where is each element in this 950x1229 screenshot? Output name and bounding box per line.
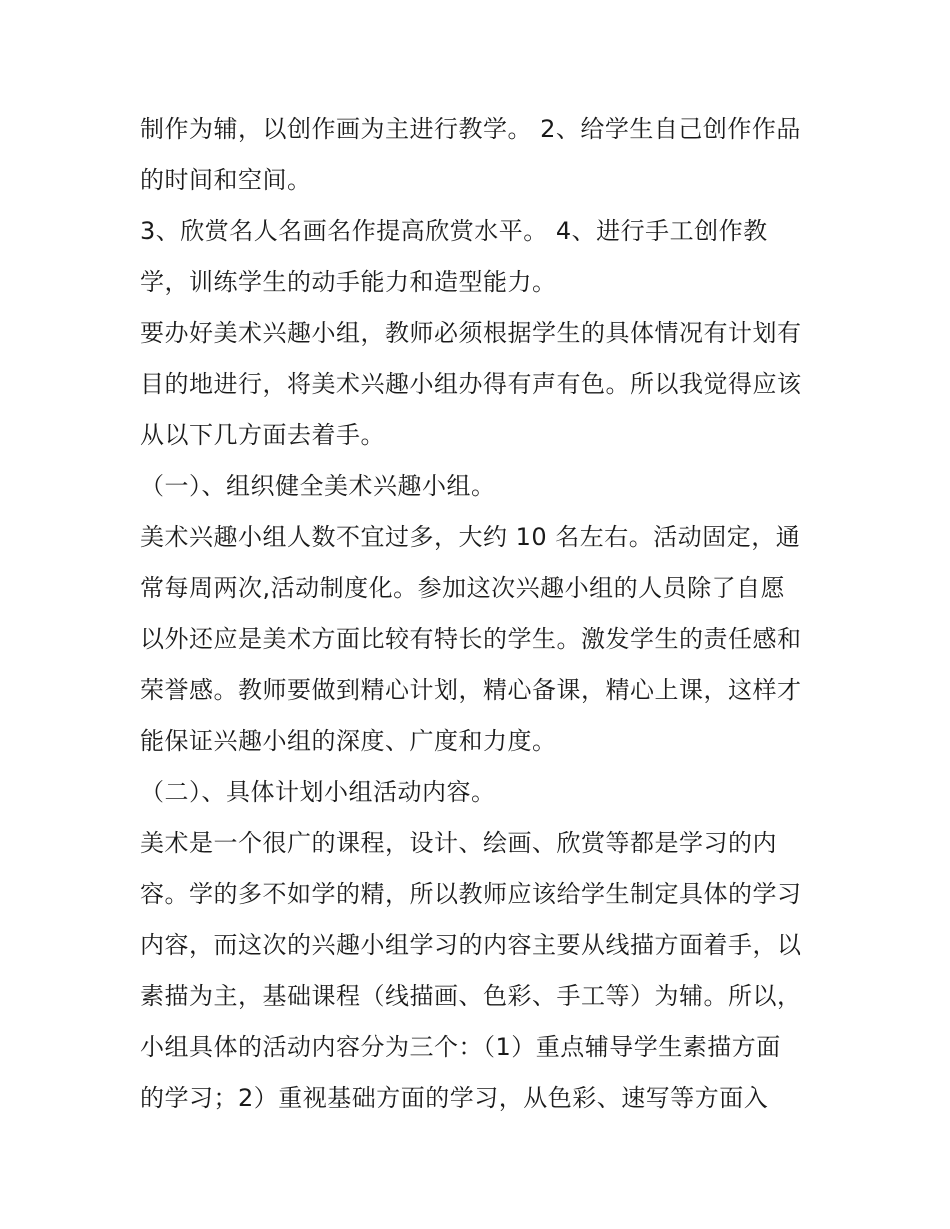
text-line: 能保证兴趣小组的深度、广度和力度。 <box>140 727 557 755</box>
text-line: 容。学的多不如学的精，所以教师应该给学生制定具体的学习 <box>140 880 802 908</box>
text-line: 荣誉感。教师要做到精心计划，精心备课，精心上课，这样才 <box>140 676 802 704</box>
text-line: 从以下几方面去着手。 <box>140 421 385 449</box>
section-heading: （二）、具体计划小组活动内容。 <box>140 778 496 806</box>
text-line: 美术兴趣小组人数不宜过多，大约 10 名左右。活动固定，通 <box>140 523 801 551</box>
text-line: 3、欣赏名人名画名作提高欣赏水平。 4、进行手工创作教 <box>140 217 768 245</box>
text-line: 的时间和空间。 <box>140 166 312 194</box>
text-line: 目的地进行，将美术兴趣小组办得有声有色。所以我觉得应该 <box>140 370 802 398</box>
text-line: 美术是一个很广的课程，设计、绘画、欣赏等都是学习的内 <box>140 829 777 857</box>
text-line: 要办好美术兴趣小组，教师必须根据学生的具体情况有计划有 <box>140 319 802 347</box>
text-line: 小组具体的活动内容分为三个：（1）重点辅导学生素描方面 <box>140 1033 781 1061</box>
text-line: 的学习；2）重视基础方面的学习，从色彩、速写等方面入 <box>140 1084 769 1112</box>
text-line: 学，训练学生的动手能力和造型能力。 <box>140 268 557 296</box>
text-line: 常每周两次,活动制度化。参加这次兴趣小组的人员除了自愿 <box>140 574 786 602</box>
text-line: 素描为主，基础课程（线描画、色彩、手工等）为辅。所以， <box>140 982 802 1010</box>
text-line: 制作为辅，以创作画为主进行教学。 2、给学生自己创作作品 <box>140 115 801 143</box>
text-line: 以外还应是美术方面比较有特长的学生。激发学生的责任感和 <box>140 625 802 653</box>
section-heading: （一）、组织健全美术兴趣小组。 <box>140 472 496 500</box>
text-line: 内容，而这次的兴趣小组学习的内容主要从线描方面着手，以 <box>140 931 802 959</box>
